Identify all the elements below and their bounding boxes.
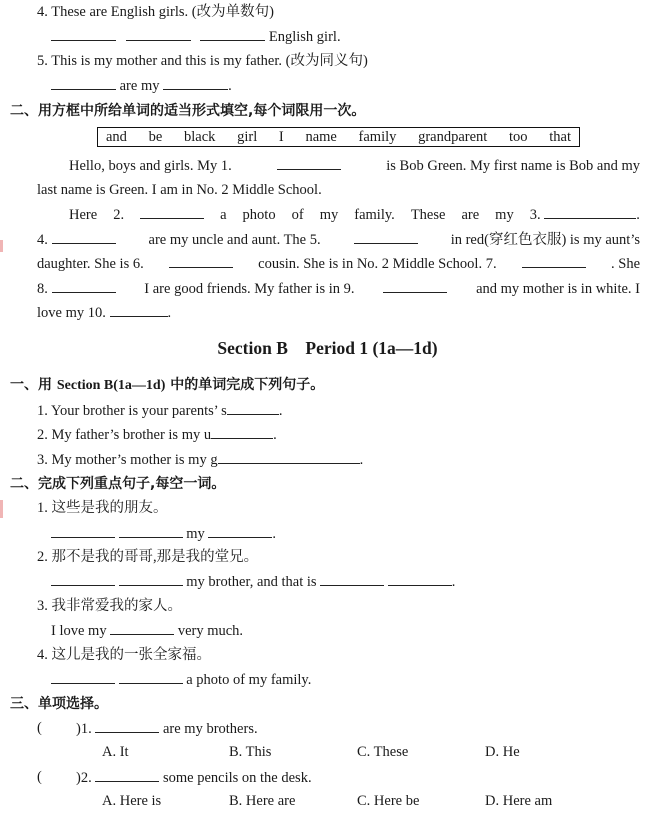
- sb1-item-2: 2. My father’s brother is my u .: [37, 424, 277, 445]
- blank-1[interactable]: [277, 155, 341, 170]
- word: too: [509, 128, 528, 145]
- word: and: [106, 128, 127, 145]
- q4-answer-line: [51, 26, 341, 47]
- sb2-q1-answer: my .: [51, 523, 276, 544]
- sb2-q3-answer: I love my very much.: [51, 620, 243, 641]
- answer-paren-open[interactable]: (: [37, 769, 42, 785]
- option-b[interactable]: B. This: [229, 744, 272, 760]
- answer-paren-open[interactable]: (: [37, 720, 42, 736]
- passage-line-3: Here 2. a photo of my family. These are my 3. .: [69, 204, 640, 225]
- blank[interactable]: [126, 26, 191, 41]
- q5-answer-line: are my .: [51, 75, 232, 96]
- passage-line-5: daughter. She is 6. cousin. She is in No. 2 Middle School. 7. . She: [37, 253, 640, 274]
- blank[interactable]: [51, 523, 115, 538]
- q4-answer-tail: English girl.: [268, 29, 341, 45]
- q5-answer-mid: are my: [119, 78, 160, 94]
- word: family: [358, 128, 397, 145]
- passage-line-7: love my 10. .: [37, 302, 171, 323]
- option-a[interactable]: A. It: [102, 744, 129, 760]
- sb2-q4-answer: a photo of my family.: [51, 669, 311, 690]
- word: girl: [237, 128, 258, 145]
- sb1-heading: 一、用 Section B(1a—1d) 中的单词完成下列句子。: [10, 377, 325, 393]
- blank-3[interactable]: [544, 204, 636, 219]
- option-b[interactable]: B. Here are: [229, 793, 296, 809]
- word-box: [97, 127, 580, 147]
- blank-8[interactable]: [52, 278, 116, 293]
- option-d[interactable]: D. Here am: [485, 793, 553, 809]
- blank-2[interactable]: [140, 204, 204, 219]
- blank-10[interactable]: [110, 302, 168, 317]
- sb2-q3-cn: 3. 我非常爱我的家人。: [37, 598, 182, 614]
- word: black: [184, 128, 216, 145]
- word: that: [549, 128, 571, 145]
- margin-mark: [0, 240, 3, 252]
- sb2-q4-cn: 4. 这儿是我的一张全家福。: [37, 647, 211, 663]
- q5-prompt: 5. This is my mother and this is my father. (改为同义句): [37, 53, 368, 69]
- blank[interactable]: [95, 718, 159, 733]
- passage-line-4: 4. are my uncle and aunt. The 5. in red(穿红色衣服) is my aunt’s: [37, 229, 640, 250]
- sb2-heading: 二、完成下列重点句子,每空一词。: [10, 476, 226, 492]
- blank-6[interactable]: [169, 253, 233, 268]
- blank[interactable]: [218, 449, 360, 464]
- word: grandparent: [418, 128, 488, 145]
- blank[interactable]: [163, 75, 228, 90]
- sb2-q2-answer: my brother, and that is .: [51, 571, 455, 592]
- blank[interactable]: [119, 669, 183, 684]
- question-number: )1. are my brothers.: [76, 718, 258, 739]
- blank[interactable]: [227, 400, 279, 415]
- question-number: )2. some pencils on the desk.: [76, 767, 312, 788]
- blank[interactable]: [211, 424, 273, 439]
- sb1-item-1: 1. Your brother is your parents’ s .: [37, 400, 282, 421]
- blank[interactable]: [51, 75, 116, 90]
- blank[interactable]: [119, 523, 183, 538]
- sb3-heading: 三、单项选择。: [10, 696, 108, 712]
- q4-prompt: 4. These are English girls. (改为单数句): [37, 4, 274, 20]
- word: be: [148, 128, 163, 145]
- blank[interactable]: [200, 26, 265, 41]
- blank[interactable]: [51, 571, 115, 586]
- passage-line-2: last name is Green. I am in No. 2 Middle School.: [37, 182, 322, 198]
- word: name: [305, 128, 337, 145]
- blank[interactable]: [320, 571, 384, 586]
- margin-mark: [0, 500, 3, 518]
- part2-heading: 二、用方框中所给单词的适当形式填空,每个词限用一次。: [10, 103, 366, 119]
- blank-5[interactable]: [354, 229, 418, 244]
- section-title: Section B Period 1 (1a—1d): [217, 338, 438, 358]
- sb2-q1-cn: 1. 这些是我的朋友。: [37, 500, 168, 516]
- option-d[interactable]: D. He: [485, 744, 520, 760]
- blank[interactable]: [388, 571, 452, 586]
- sb2-q2-cn: 2. 那不是我的哥哥,那是我的堂兄。: [37, 549, 259, 565]
- blank[interactable]: [51, 669, 115, 684]
- option-c[interactable]: C. Here be: [357, 793, 420, 809]
- passage-line-6: 8. I are good friends. My father is in 9. and my mother is in white. I: [37, 278, 640, 299]
- blank[interactable]: [110, 620, 174, 635]
- blank[interactable]: [51, 26, 116, 41]
- blank-4[interactable]: [52, 229, 116, 244]
- blank[interactable]: [119, 571, 183, 586]
- sb1-item-3: 3. My mother’s mother is my g .: [37, 449, 363, 470]
- blank[interactable]: [95, 767, 159, 782]
- option-c[interactable]: C. These: [357, 744, 409, 760]
- blank-9[interactable]: [383, 278, 447, 293]
- blank-7[interactable]: [522, 253, 586, 268]
- option-a[interactable]: A. Here is: [102, 793, 162, 809]
- blank[interactable]: [208, 523, 272, 538]
- passage-line-1: Hello, boys and girls. My 1. is Bob Green. My first name is Bob and my: [69, 155, 640, 176]
- word: I: [278, 128, 284, 145]
